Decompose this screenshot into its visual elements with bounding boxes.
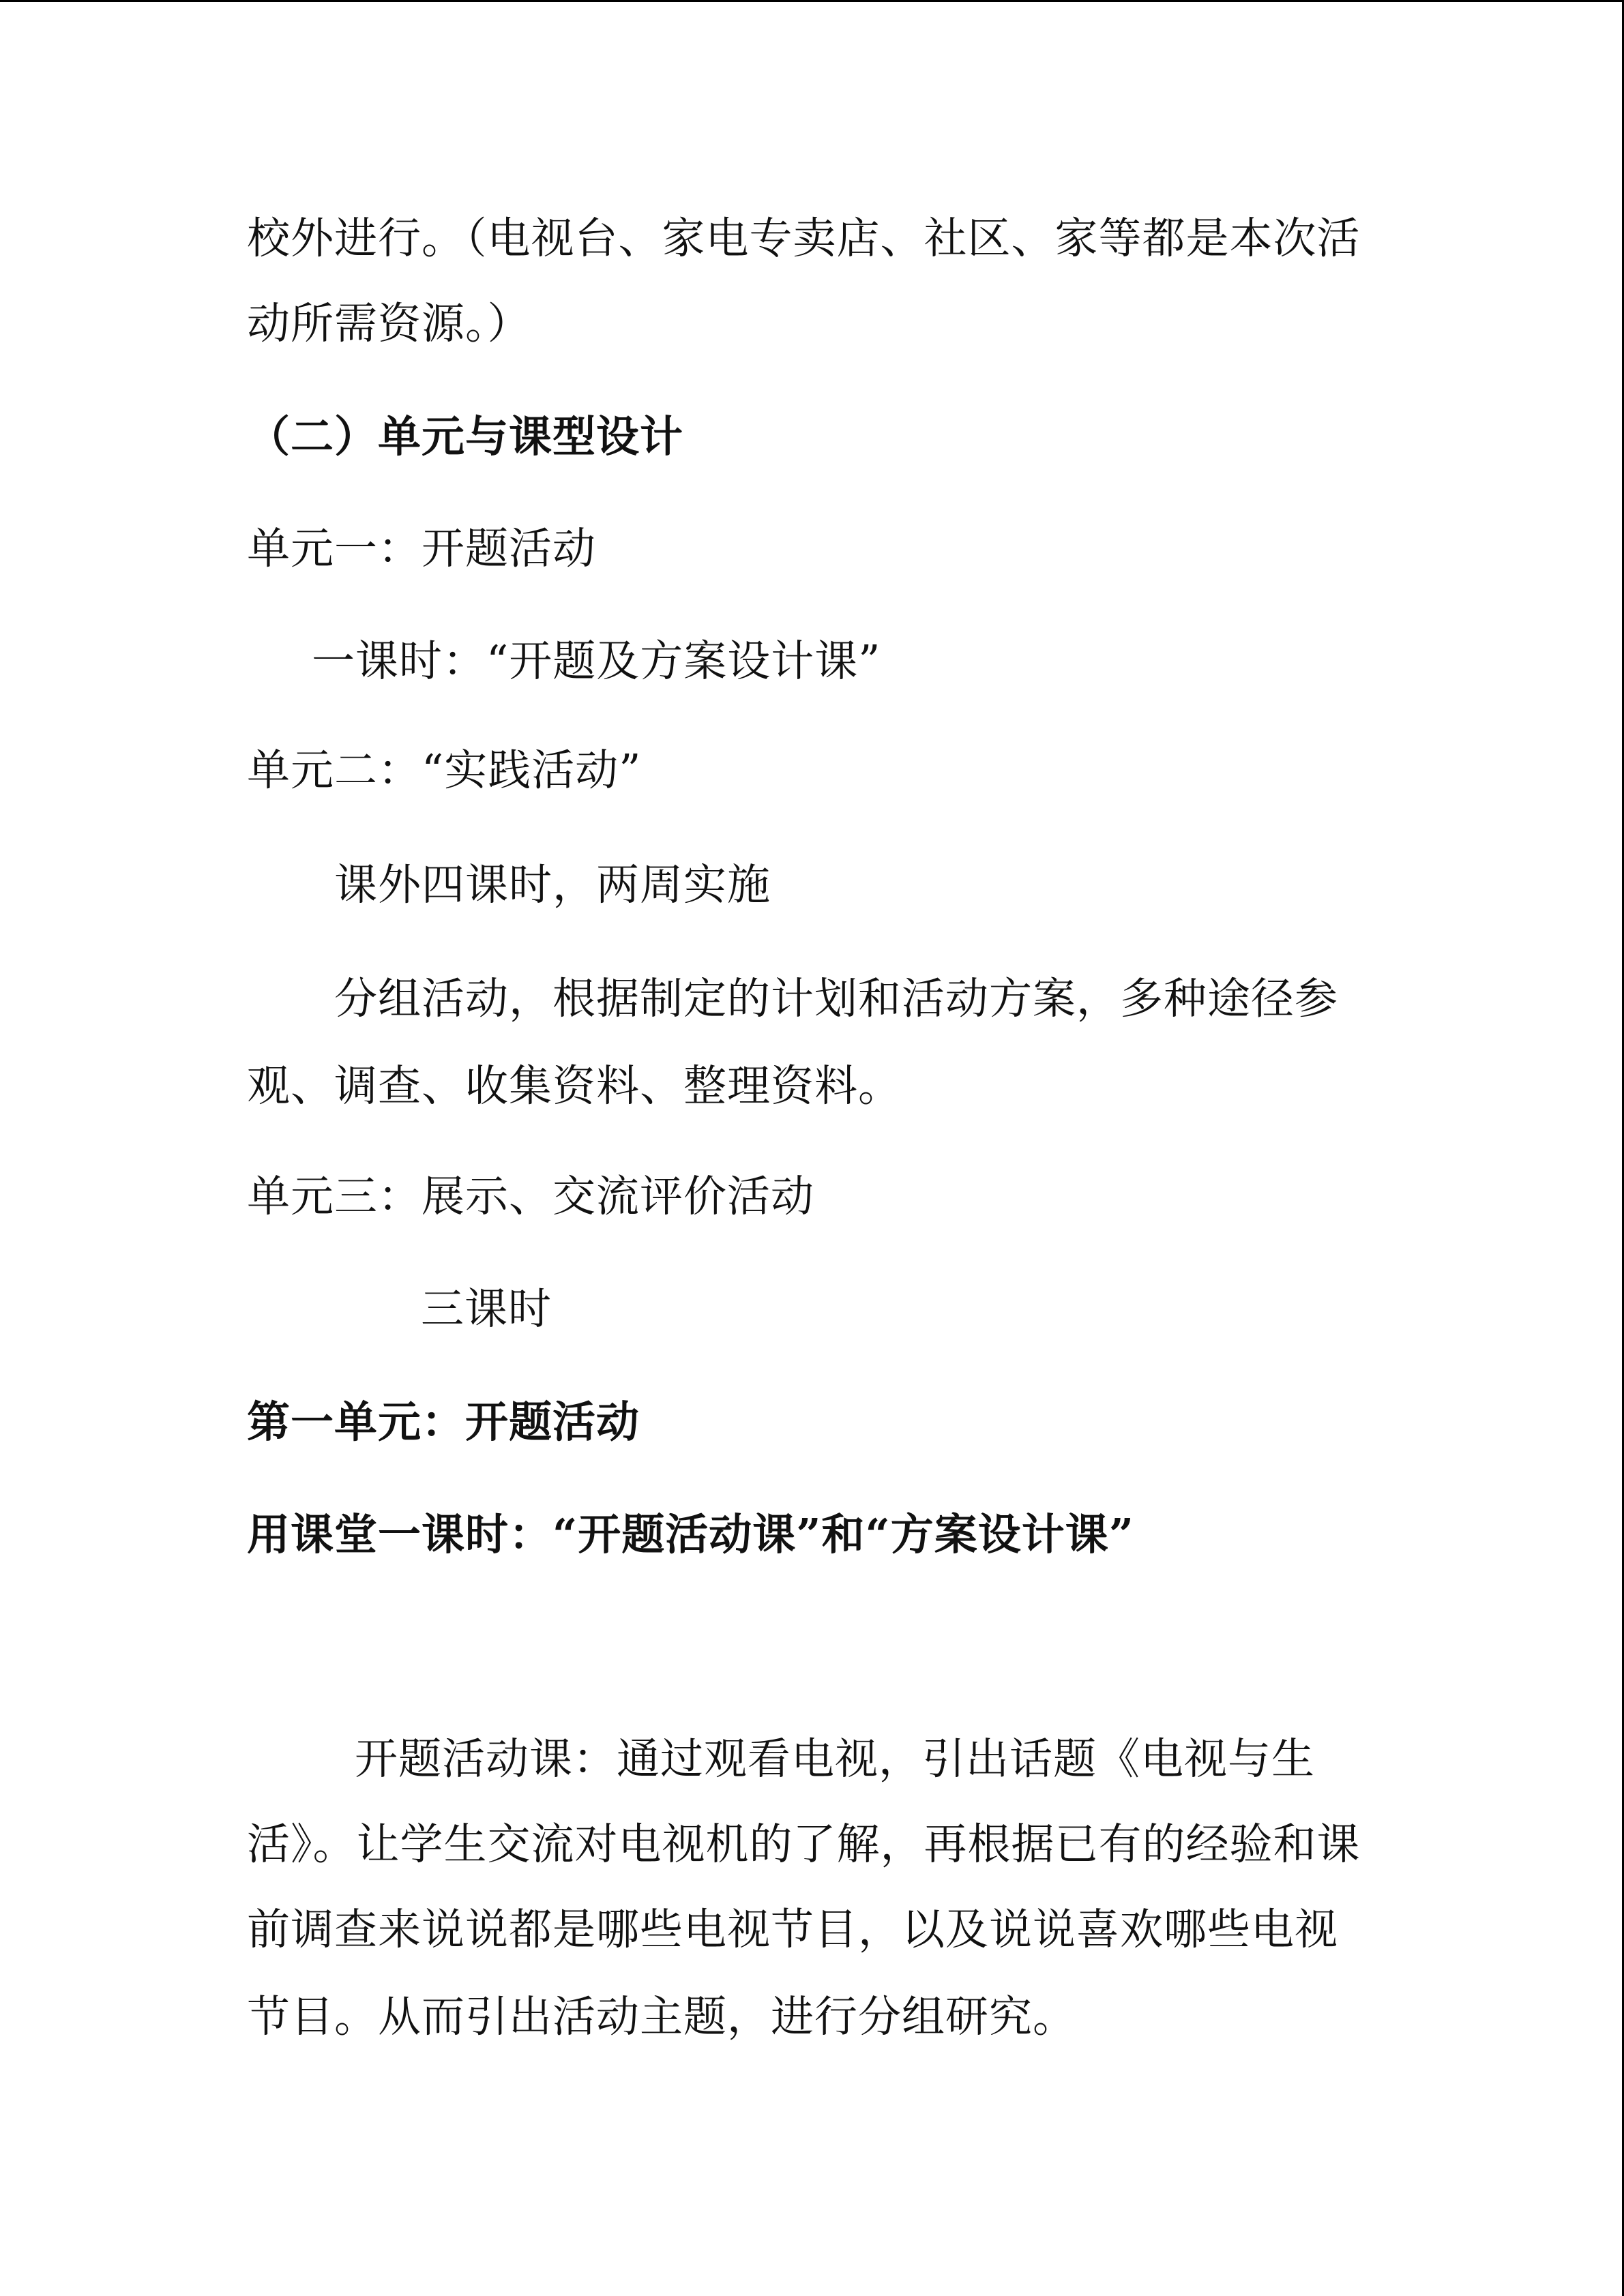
unit3-detail: 三课时	[421, 1284, 552, 1334]
opening-class-line-2: 活》。让学生交流对电视机的了解，再根据已有的经验和课	[247, 1819, 1361, 1869]
first-unit-heading: 第一单元：开题活动	[247, 1397, 640, 1447]
first-unit-subheading: 用课堂一课时：“开题活动课”和“方案设计课”	[247, 1509, 1134, 1560]
intro-line-1: 校外进行。（电视台、家电专卖店、社区、家等都是本次活	[247, 213, 1361, 263]
unit2-description-line-2: 观、调查、收集资料、整理资料。	[247, 1061, 902, 1111]
intro-line-2: 动所需资源。）	[247, 299, 531, 348]
unit3-title: 单元三：展示、交流评价活动	[247, 1172, 814, 1221]
unit1-title: 单元一：开题活动	[247, 524, 596, 573]
section-heading: （二）单元与课型设计	[247, 411, 683, 462]
opening-class-line-1: 开题活动课：通过观看电视，引出话题《电视与生	[355, 1734, 1315, 1784]
unit2-title: 单元二：“实践活动”	[247, 745, 642, 795]
unit2-detail: 课外四课时，两周实施	[334, 860, 771, 910]
unit2-description-line-1: 分组活动，根据制定的计划和活动方案，多种途径参	[334, 974, 1338, 1024]
unit1-detail: 一课时：“开题及方案设计课”	[312, 636, 881, 686]
opening-class-line-3: 前调查来说说都是哪些电视节目，以及说说喜欢哪些电视	[247, 1905, 1338, 1954]
opening-class-line-4: 节目。从而引出活动主题，进行分组研究。	[247, 1992, 1076, 2042]
